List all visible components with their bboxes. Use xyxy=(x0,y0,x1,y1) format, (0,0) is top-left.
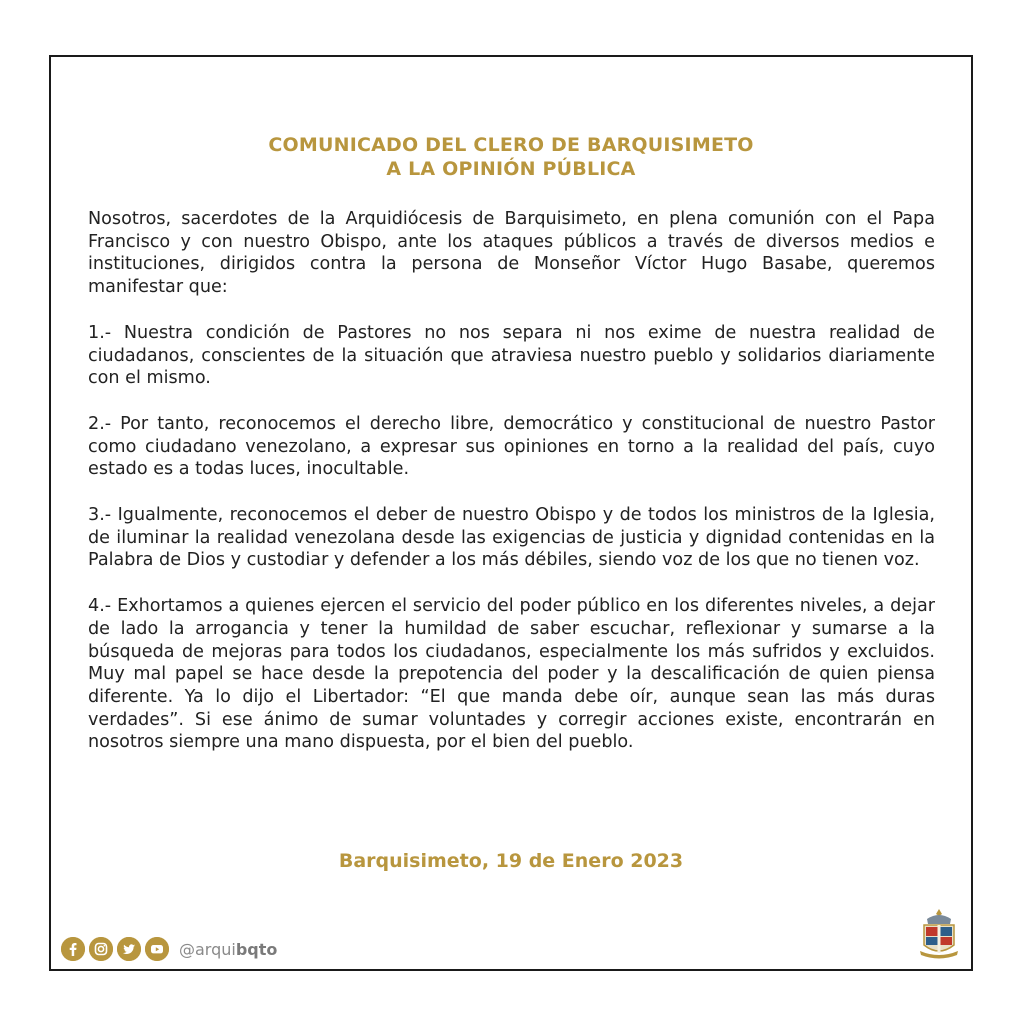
title-line-2: A LA OPINIÓN PÚBLICA xyxy=(386,158,636,180)
paragraph-4: 4.- Exhortamos a quienes ejercen el servicio del poder público en los diferentes niveles, a dejar de lado la arrogancia y tener la humildad de saber escuchar, reflexionar y sumarse a la búsqueda de mejoras para todos los ciudadanos, especialmente los más sufridos y excluidos. Muy mal papel se hace desde la prepotencia del poder y la descalificación de quien piensa diferente. Ya lo dijo el Libertador: “El que manda debe oír, aunque sean las más duras verdades”. Si ese ánimo de sumar voluntades y corregir acciones existe, encontrarán en nosotros siempre una mano dispuesta, por el bien del pueblo. xyxy=(88,596,935,753)
statement-body xyxy=(88,208,935,777)
paragraph-2: 2.- Por tanto, reconocemos el derecho libre, democrático y constitucional de nuestro Pastor como ciudadano venezolano, a expresar sus opiniones en torno a la realidad del país, cuyo estado es a todas luces, inocultable. xyxy=(88,413,935,480)
social-handle[interactable] xyxy=(179,940,277,959)
social-bar xyxy=(61,937,277,961)
date-line: Barquisimeto, 19 de Enero 2023 xyxy=(338,850,684,872)
intro-paragraph: Nosotros, sacerdotes de la Arquidiócesis de Barquisimeto, en plena comunión con el Papa Francisco y con nuestro Obispo, ante los ataques públicos a través de diversos medios e instituciones, dirigidos contra la persona de Monseñor Víctor Hugo Basabe, queremos manifestar que: xyxy=(88,209,935,298)
paragraph-3: 3.- Igualmente, reconocemos el deber de nuestro Obispo y de todos los ministros de la Iglesia, de iluminar la realidad venezolana desde las exigencias de justicia y dignidad contenidas en la Palabra de Dios y custodiar y defender a los más débiles, siendo voz de los que no tienen voz. xyxy=(88,505,935,571)
page-title xyxy=(51,133,971,181)
twitter-icon[interactable] xyxy=(117,937,141,961)
handle-bold: bqto xyxy=(235,939,278,959)
handle-prefix: @arqui xyxy=(179,939,236,959)
document-frame xyxy=(49,55,973,971)
archdiocese-crest-icon xyxy=(917,907,961,963)
instagram-icon[interactable] xyxy=(89,937,113,961)
facebook-icon[interactable] xyxy=(61,937,85,961)
title-line-1: COMUNICADO DEL CLERO DE BARQUISIMETO xyxy=(268,134,754,156)
paragraph-1: 1.- Nuestra condición de Pastores no nos separa ni nos exime de nuestra realidad de ciudadanos, conscientes de la situación que atraviesa nuestro pueblo y solidarios diariamente con el mismo. xyxy=(88,322,935,389)
youtube-icon[interactable] xyxy=(145,937,169,961)
